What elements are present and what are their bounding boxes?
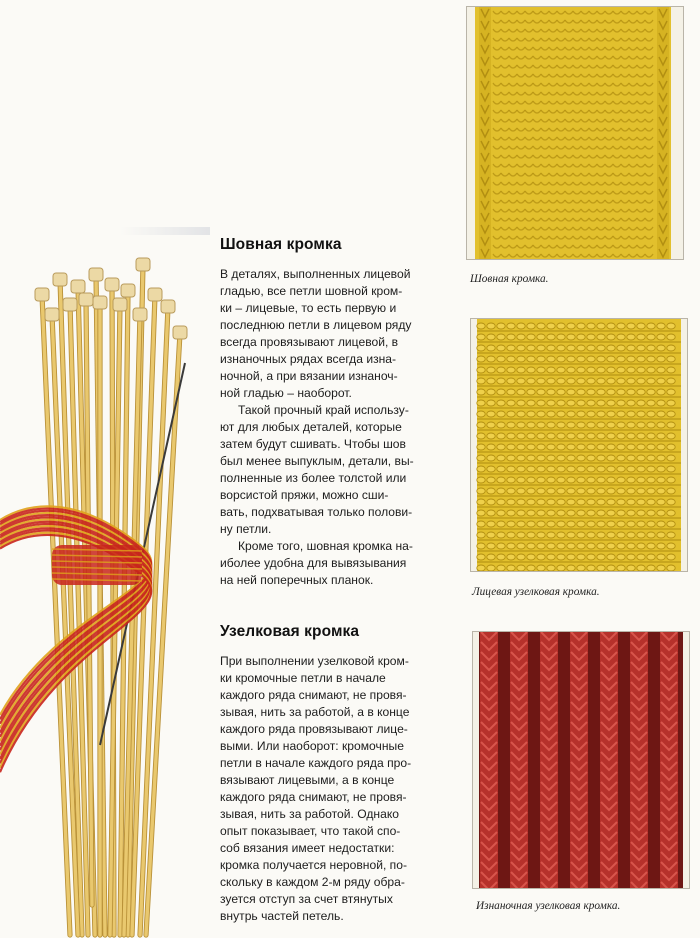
section-body-knot-edge <box>220 653 455 925</box>
caption-garter-knot-edge: Лицевая узелковая кромка. <box>472 586 600 598</box>
caption-purl-knot-edge: Изнаночная узелковая кромка. <box>476 900 621 912</box>
text-line: ворсистой пряжи, можно сши- <box>220 488 389 502</box>
text-line: на ней поперечных планок. <box>220 573 374 587</box>
section-heading-knot-edge: Узелковая кромка <box>220 623 360 640</box>
text-line: петли в начале каждого ряда про- <box>220 756 412 770</box>
knit-swatch-garter-knot-edge <box>471 319 687 571</box>
text-line: затем будут сшивать. Чтобы шов <box>220 437 406 451</box>
text-line: ки кромочные петли в начале <box>220 671 386 685</box>
text-line: внутрь частей петель. <box>220 909 344 923</box>
text-line: был менее выпуклым, детали, вы- <box>220 454 414 468</box>
text-line: опыт показывает, что такой спо- <box>220 824 401 838</box>
knitting-needles-bundle-icon <box>0 245 200 938</box>
print-through-shadow <box>120 227 210 235</box>
section-body-seam-edge <box>220 266 455 589</box>
text-line: ну петли. <box>220 522 272 536</box>
text-line: ют для любых деталей, которые <box>220 420 402 434</box>
knit-swatch-purl-knot-edge <box>473 632 689 888</box>
text-line: каждого ряда провязывают лице- <box>220 722 408 736</box>
text-line: В деталях, выполненных лицевой <box>220 267 411 281</box>
text-line: зывая, нить за работой, а в конце <box>220 705 410 719</box>
text-line: кромка получается неровной, по- <box>220 858 407 872</box>
text-line: последнюю петли в лицевом ряду <box>220 318 412 332</box>
photo-garter-knot-edge <box>470 318 688 572</box>
text-line: зывая, нить за работой. Однако <box>220 807 399 821</box>
text-line: всегда провязывают лицевой, в <box>220 335 399 349</box>
text-line: выми. Или наоборот: кромочные <box>220 739 404 753</box>
text-line: вать, подхватывая только полови- <box>220 505 413 519</box>
section-heading-seam-edge: Шовная кромка <box>220 236 342 253</box>
text-line: полненные из более толстой или <box>220 471 407 485</box>
text-line: каждого ряда снимают, не провя- <box>220 790 407 804</box>
text-line: зуется отступ за счет втянутых <box>220 892 393 906</box>
text-line: ки – лицевые, то есть первую и <box>220 301 397 315</box>
text-line: изнаночных рядах всегда изна- <box>220 352 397 366</box>
photo-purl-knot-edge <box>472 631 690 889</box>
text-line: соб вязания имеет недостатки: <box>220 841 395 855</box>
text-line: ночной, а при вязании изнаноч- <box>220 369 398 383</box>
text-line: гладью, все петли шовной кром- <box>220 284 403 298</box>
photo-seam-edge <box>466 6 684 260</box>
text-line: каждого ряда снимают, не провя- <box>220 688 407 702</box>
text-line: вязывают лицевыми, а в конце <box>220 773 395 787</box>
caption-seam-edge: Шовная кромка. <box>470 273 549 285</box>
knit-swatch-seam-edge <box>467 7 683 259</box>
text-line: ной гладью – наоборот. <box>220 386 352 400</box>
text-line: Такой прочный край использу- <box>238 403 409 417</box>
text-line: иболее удобна для вывязывания <box>220 556 407 570</box>
text-line: Кроме того, шовная кромка на- <box>238 539 413 553</box>
text-line: скольку в каждом 2-м ряду обра- <box>220 875 405 889</box>
text-line: При выполнении узелковой кром- <box>220 654 409 668</box>
